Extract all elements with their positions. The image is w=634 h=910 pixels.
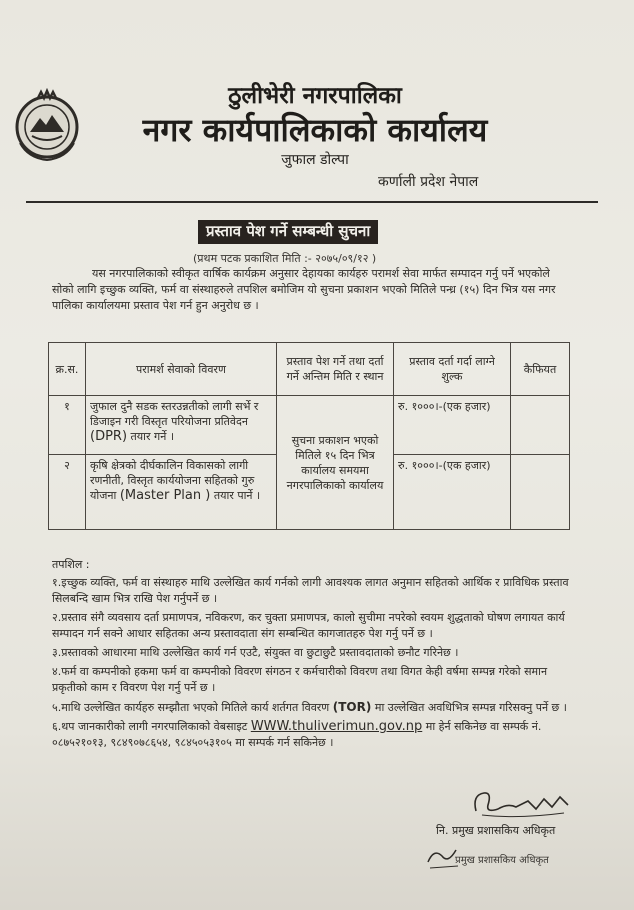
services-table: [48, 342, 570, 530]
header-remarks: कैफियत: [511, 343, 570, 396]
table-row: [49, 396, 570, 455]
note-item: [52, 719, 582, 751]
table-header-row: [49, 343, 570, 396]
row-description: [86, 455, 277, 530]
row-sn: १: [49, 396, 86, 455]
notes-heading: तपशिल :: [52, 558, 90, 571]
row-remarks: [511, 455, 570, 530]
stamp-text: प्रमुख प्रशासकिय अधिकृत: [455, 855, 549, 866]
note5-end: मा उल्लेखित अवधिभित्र सम्पन्न गरिसक्नु पर्ने छ ।: [371, 701, 567, 714]
notice-intro: यस नगरपालिकाको स्वीकृत वार्षिक कार्यक्रम अनुसार देहायका कार्यहरु परामर्श सेवा मार्फत सम्पादन गर्नु पर्ने भएकोले सोको लागि इच्छुक व्यक्ति, फर्म वा संस्थाहरुले तपशिल बमोजिम यो सुचना प्रकाशन भएको मितिले पन्ध्र (१५) दिन भित्र यस नगर पालिका कार्यालयमा प्रस्ताव पेश गर्न हुन अनुरोध छ ।: [52, 267, 556, 312]
header-description: परामर्श सेवाको विवरण: [86, 343, 277, 396]
row-description-code: (Master Plan ): [119, 488, 211, 503]
note5-start: ५.माथि उल्लेखित कार्यहरु सम्झौता भएको मितिले कार्य शर्तगत विवरण: [52, 701, 330, 714]
header-sn: क्र.स.: [49, 343, 86, 396]
header-divider: [26, 201, 598, 203]
website-link[interactable]: WWW.thuliverimun.gov.np: [250, 719, 423, 734]
row-description-text: जुफाल दुनै सडक स्तरउन्नतीको लागी सर्भे र डिजाइन गरी विस्तृत परियोजना प्रतिवेदन: [90, 400, 259, 428]
municipality-name: ठुलीभेरी नगरपालिका: [228, 83, 402, 109]
notes-list: [52, 575, 582, 754]
header-deadline: प्रस्ताव पेश गर्ने तथा दर्ता गर्ने अन्तिम मिति र स्थान: [277, 343, 394, 396]
note6-end: मा हेर्न सकिनेछ वा सम्पर्क नं. ०८७५२१०१३, ९८४९०७८६५४, ९८४५०५३१०५ मा सम्पर्क गर्न सकिनेछ ।: [52, 720, 542, 749]
note-item: [52, 699, 582, 716]
note-item: ३.प्रस्तावको आधारमा माथि उल्लेखित कार्य गर्न एउटै, संयुक्त वा छुटाछुटै प्रस्तावदाताको छनौट गरिनेछ ।: [52, 646, 459, 659]
published-date: (प्रथम पटक प्रकाशित मिति :- २०७५/०९/१२ ): [193, 252, 377, 265]
row-description-code: (DPR): [90, 429, 128, 444]
row-remarks: [511, 396, 570, 455]
row-description-text: कृषि क्षेत्रको दीर्घकालिन विकासको लागी रणनीती, विस्तृत कार्ययोजना सहितको गुरु योजना: [90, 459, 255, 502]
note6-start: ६.थप जानकारीको लागी नगरपालिकाको वेबसाइट: [52, 720, 251, 733]
signature-icon: [468, 783, 578, 823]
notice-title: प्रस्ताव पेश गर्ने सम्बन्धी सुचना: [198, 220, 378, 244]
row-description-end: तयार पार्ने ।: [210, 489, 261, 502]
municipality-emblem-icon: [8, 88, 86, 166]
row-description: [86, 396, 277, 455]
row-sn: २: [49, 455, 86, 530]
office-location: जुफाल डोल्पा: [281, 152, 349, 168]
header-fee: प्रस्ताव दर्ता गर्दा लाग्ने शुल्क: [394, 343, 511, 396]
shared-deadline: सुचना प्रकाशन भएको मितिले १५ दिन भित्र कार्यालय समयमा नगरपालिकाको कार्यालय: [277, 396, 394, 530]
row-fee: रु. १०००।-(एक हजार): [394, 455, 511, 530]
note-item: ४.फर्म वा कम्पनीको हकमा फर्म वा कम्पनीको विवरण संगठन र कर्मचारीको विवरण तथा विगत केही वर्षमा सम्पन्न गरेको समान प्रकृतीको काम र विवरण पेश गर्नु पर्ने छ ।: [52, 665, 548, 694]
row-description-end: तयार गर्ने ।: [127, 430, 174, 443]
officer-title: नि. प्रमुख प्रशासकिय अधिकृत: [436, 824, 556, 837]
province-name: कर्णाली प्रदेश नेपाल: [378, 174, 479, 190]
note-item: १.इच्छुक व्यक्ति, फर्म वा संस्थाहरु माथि उल्लेखित कार्य गर्नको लागी आवश्यक लागत अनुमान सहितको आर्थिक र प्राविधिक प्रस्ताव सिलबन्दि खाम भित्र राखि पेश गर्नुपर्ने छ ।: [52, 576, 569, 605]
office-name: नगर कार्यपालिकाको कार्यालय: [142, 111, 488, 149]
note5-code: (TOR): [332, 700, 372, 714]
note-item: २.प्रस्ताव संगै व्यवसाय दर्ता प्रमाणपत्र, नविकरण, कर चुक्ता प्रमाणपत्र, कालो सुचीमा नपरेको स्वयम शुद्धताको घोषण लगायत कार्य सम्पादन गर्न सक्ने आधार सहितका अन्य प्रस्तावदाता संग सम्बन्धित कागजातहरु पेश गर्नु पर्ने छ ।: [52, 611, 565, 640]
row-fee: रु. १०००।-(एक हजार): [394, 396, 511, 455]
